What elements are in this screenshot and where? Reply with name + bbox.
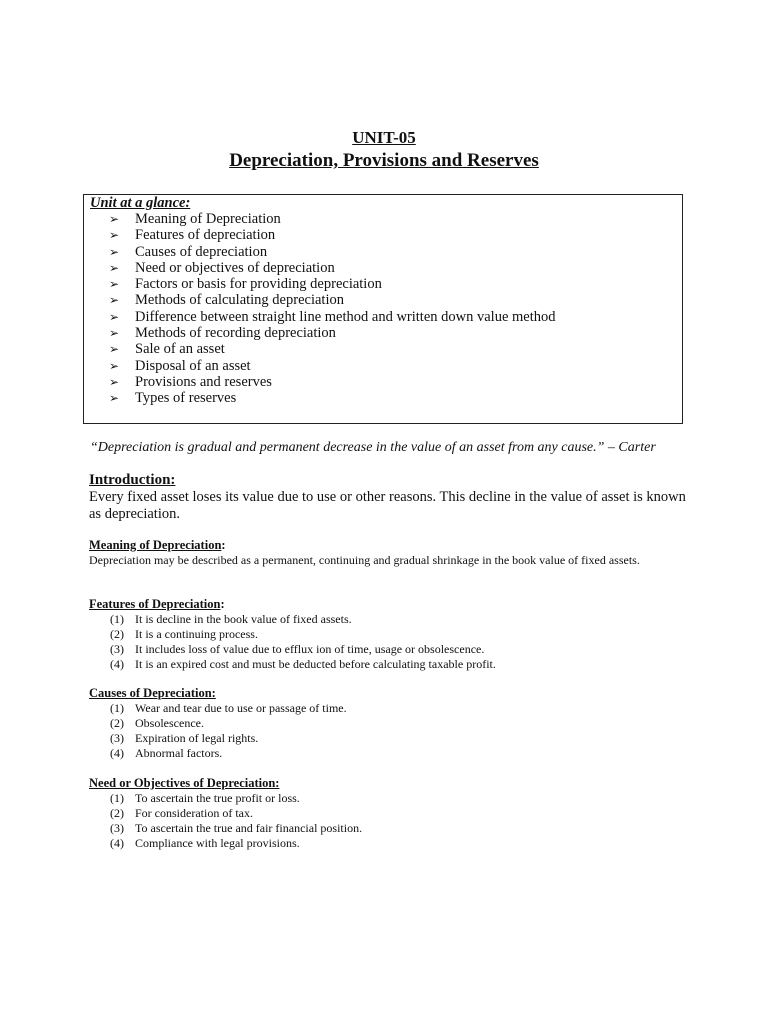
arrowhead-bullet-icon: ➢	[109, 358, 120, 373]
list-item	[110, 627, 496, 642]
list-item-text: To ascertain the true profit or loss.	[135, 791, 300, 805]
list-item	[109, 390, 556, 406]
list-item	[109, 227, 556, 243]
meaning-heading-text: Meaning of Depreciation	[89, 538, 222, 552]
arrowhead-bullet-icon: ➢	[109, 342, 120, 357]
list-item-text: It includes loss of value due to efflux ion of time, usage or obsolescence.	[135, 642, 485, 656]
list-number: (4)	[110, 657, 124, 671]
list-number: (1)	[110, 612, 124, 626]
arrowhead-bullet-icon: ➢	[109, 309, 120, 324]
list-item-text: Causes of depreciation	[135, 243, 268, 260]
list-number: (2)	[110, 806, 124, 820]
features-heading-colon: :	[220, 597, 225, 611]
list-item	[109, 325, 556, 341]
list-item-text: Compliance with legal provisions.	[135, 836, 300, 850]
list-item	[109, 244, 556, 260]
list-number: (4)	[110, 746, 124, 760]
list-item	[110, 821, 362, 836]
list-number: (2)	[110, 716, 124, 730]
unit-at-a-glance-box	[83, 194, 683, 424]
list-item	[109, 211, 556, 227]
list-item-text: Methods of calculating depreciation	[135, 292, 344, 309]
list-item	[110, 791, 362, 806]
features-heading-text: Features of Depreciation	[89, 597, 221, 611]
arrowhead-bullet-icon: ➢	[109, 228, 120, 243]
list-item-text: It is an expired cost and must be deducted before calculating taxable profit.	[135, 657, 496, 671]
list-item	[109, 358, 556, 374]
page-title: Depreciation, Provisions and Reserves	[229, 150, 539, 171]
list-item-text: Provisions and reserves	[135, 373, 272, 390]
introduction-text: Every fixed asset loses its value due to use or other reasons. This decline in the value of asset is known as depreciation.	[89, 489, 686, 522]
list-number: (1)	[110, 791, 124, 805]
list-number: (1)	[110, 701, 124, 715]
glance-heading: Unit at a glance:	[90, 195, 191, 211]
list-item-text: It is decline in the book value of fixed assets.	[135, 612, 352, 626]
list-number: (3)	[110, 821, 124, 835]
list-item	[109, 374, 556, 390]
list-item	[109, 260, 556, 276]
list-item-text: Need or objectives of depreciation	[135, 259, 335, 276]
list-item-text: Wear and tear due to use or passage of time.	[135, 701, 347, 715]
features-list	[110, 612, 496, 672]
list-item-text: To ascertain the true and fair financial position.	[135, 821, 363, 835]
list-item-text: Disposal of an asset	[135, 357, 251, 374]
list-item	[110, 701, 347, 716]
arrowhead-bullet-icon: ➢	[109, 277, 120, 292]
carter-quote: “Depreciation is gradual and permanent decrease in the value of an asset from any cause.” – Carter	[90, 440, 656, 455]
meaning-heading	[89, 538, 226, 553]
arrowhead-bullet-icon: ➢	[109, 244, 120, 259]
list-item-text: Abnormal factors.	[135, 746, 223, 760]
meaning-text: Depreciation may be described as a permanent, continuing and gradual shrinkage in the book value of fixed assets.	[89, 553, 640, 567]
list-item	[110, 806, 362, 821]
list-item	[110, 836, 362, 851]
introduction-heading: Introduction:	[89, 472, 176, 488]
list-number: (2)	[110, 627, 124, 641]
arrowhead-bullet-icon: ➢	[109, 391, 120, 406]
causes-list	[110, 701, 347, 761]
list-item	[109, 292, 556, 308]
list-item	[110, 731, 347, 746]
list-item-text: Expiration of legal rights.	[135, 731, 259, 745]
arrowhead-bullet-icon: ➢	[109, 260, 120, 275]
glance-list	[109, 211, 556, 407]
list-item	[109, 309, 556, 325]
list-item-text: Sale of an asset	[135, 341, 225, 358]
list-number: (3)	[110, 731, 124, 745]
meaning-heading-colon: :	[221, 538, 226, 552]
list-item	[110, 657, 496, 672]
arrowhead-bullet-icon: ➢	[109, 212, 120, 226]
list-item	[110, 612, 496, 627]
objectives-heading: Need or Objectives of Depreciation:	[89, 776, 280, 790]
list-item-text: Difference between straight line method and written down value method	[135, 308, 556, 325]
list-item	[109, 276, 556, 292]
list-item	[110, 746, 347, 761]
unit-number: UNIT-05	[352, 128, 416, 147]
list-item-text: Obsolescence.	[135, 716, 204, 730]
causes-heading: Causes of Depreciation:	[89, 686, 216, 700]
list-item-text: Features of depreciation	[135, 227, 276, 244]
list-item	[110, 716, 347, 731]
list-number: (4)	[110, 836, 124, 850]
list-item-text: For consideration of tax.	[135, 806, 253, 820]
list-item-text: It is a continuing process.	[135, 627, 258, 641]
list-item-text: Methods of recording depreciation	[135, 325, 336, 342]
arrowhead-bullet-icon: ➢	[109, 326, 120, 341]
arrowhead-bullet-icon: ➢	[109, 293, 120, 308]
list-item-text: Types of reserves	[135, 390, 237, 407]
list-item	[110, 642, 496, 657]
list-item-text: Factors or basis for providing depreciation	[135, 276, 382, 293]
list-number: (3)	[110, 642, 124, 656]
list-item	[109, 341, 556, 357]
list-item-text: Meaning of Depreciation	[135, 211, 281, 227]
features-heading	[89, 597, 225, 612]
arrowhead-bullet-icon: ➢	[109, 374, 120, 389]
objectives-list	[110, 791, 362, 851]
